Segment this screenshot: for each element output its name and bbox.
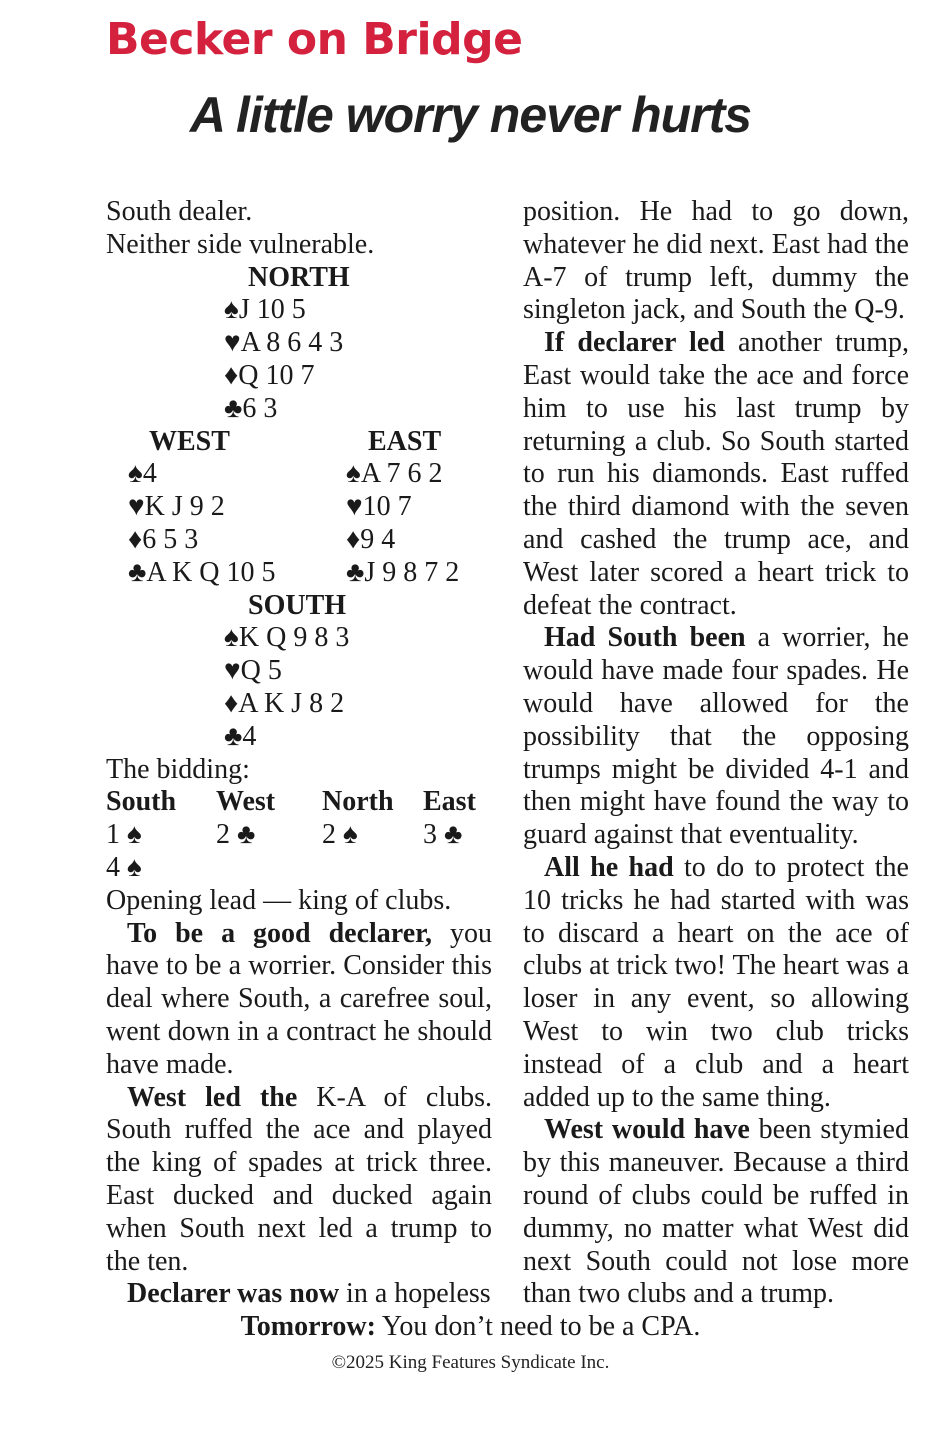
east-hearts: ♥10 7 [346,491,412,523]
tomorrow-text: You don’t need to be a CPA. [375,1311,701,1342]
paragraph-text: you have to be a worrier. Consider this deal where South, a carefree soul, went down in a contract he should have made. [106,917,493,1080]
south-diamonds: ♦A K J 8 2 [224,687,345,719]
paragraph [523,852,909,1114]
paragraph-text: another trump, East would take the ace and force him to use his last trump by returning a club. So South started to run his diamonds. East ruffed the third diamond with the seven and cashed the trump ace, and West later scored a heart trick to defeat the contract. [523,327,910,621]
tomorrow-teaser [0,1309,941,1345]
copyright-notice: ©2025 King Features Syndicate Inc. [331,1352,610,1373]
article-headline: A little worry never hurts [189,87,752,143]
bidding-header-cell: West [216,786,276,818]
west-spades: ♠4 [128,458,157,490]
north-hand [106,262,492,426]
paragraph-text: in a hopeless [339,1278,491,1310]
bid-cell: 1 ♠ [106,819,142,851]
east-label: EAST [368,425,442,457]
column-brand-title: Becker on Bridge [106,14,523,65]
paragraph-lead: Declarer was now [127,1278,340,1310]
tomorrow-label: Tomorrow: [240,1311,376,1342]
paragraph [523,196,909,327]
east-clubs: ♣J 9 8 7 2 [346,556,460,588]
paragraph-text: to do to protect the 10 tricks he had started with was to discard a heart on the ace of clubs at trick two! The heart was a loser in any event, so allowing West to win two club tricks instead of a club and a heart added up to the same thing. [523,851,909,1113]
paragraph [523,622,909,852]
paragraph-text: a worrier, he would have made four spades. He would have allowed for the possibility that the opposing trumps might be divided 4-1 and then might have found the way to guard against that eventuality. [523,622,909,851]
vulnerability-line: Neither side vulnerable. [106,228,375,260]
dealer-line: South dealer. [106,196,253,227]
paragraph-lead: To be a good declarer, [127,917,433,949]
article-body-left [106,918,492,1312]
paragraph [106,1082,492,1279]
north-label: NORTH [248,261,350,293]
bid-cell: 2 ♣ [216,819,256,851]
paragraph-text: K-A of clubs. South ruffed the ace and played the king of spades at trick three. East ducked and ducked again when South next led a trump to the ten. [106,1081,492,1277]
bidding-row [106,819,492,852]
north-spades: ♠J 10 5 [224,294,306,326]
north-clubs: ♣6 3 [224,392,278,424]
south-spades: ♠K Q 9 8 3 [224,622,350,654]
paragraph [106,918,492,1082]
west-hearts: ♥K J 9 2 [128,491,225,523]
bidding-header-row [106,786,492,819]
paragraph-lead: All he had [544,851,674,883]
east-diamonds: ♦9 4 [346,523,396,555]
paragraph [523,1114,909,1311]
opening-lead: Opening lead — king of clubs. [106,884,452,916]
south-hand [106,590,492,754]
west-east-hands [106,426,492,590]
bidding-section [106,754,492,918]
bidding-header-cell: East [423,786,476,818]
bidding-row [106,852,492,885]
paragraph-lead: West would have [544,1114,750,1146]
south-label: SOUTH [248,589,347,621]
left-column [106,196,492,1311]
north-diamonds: ♦Q 10 7 [224,359,315,391]
paragraph-text: position. He had to go down, whatever he did next. East had the A-7 of trump left, dummy the singleton jack, and South the Q-9. [523,196,909,326]
north-hearts: ♥A 8 6 4 3 [224,327,344,359]
east-spades: ♠A 7 6 2 [346,458,443,490]
paragraph-lead: West led the [127,1081,298,1113]
bid-cell [322,852,423,885]
paragraph [106,1278,492,1311]
bidding-title: The bidding: [106,753,250,785]
bid-cell: 2 ♠ [322,819,358,851]
west-label: WEST [149,425,230,457]
south-hearts: ♥Q 5 [224,655,282,687]
bid-cell [216,852,322,885]
west-clubs: ♣A K Q 10 5 [128,556,276,588]
bidding-header-cell: North [322,786,394,818]
bid-cell: 4 ♠ [106,851,142,883]
bid-cell: 3 ♣ [423,819,463,851]
south-clubs: ♣4 [224,720,257,752]
paragraph-text: been stymied by this maneuver. Because a third round of clubs could be ruffed in dummy, no matter what West did next South could not lose more than two clubs and a trump. [523,1114,909,1310]
west-diamonds: ♦6 5 3 [128,523,199,555]
bidding-header-cell: South [106,786,177,818]
paragraph-lead: If declarer led [544,327,725,359]
right-column [523,196,909,1311]
paragraph [523,327,909,622]
paragraph-lead: Had South been [544,622,746,654]
